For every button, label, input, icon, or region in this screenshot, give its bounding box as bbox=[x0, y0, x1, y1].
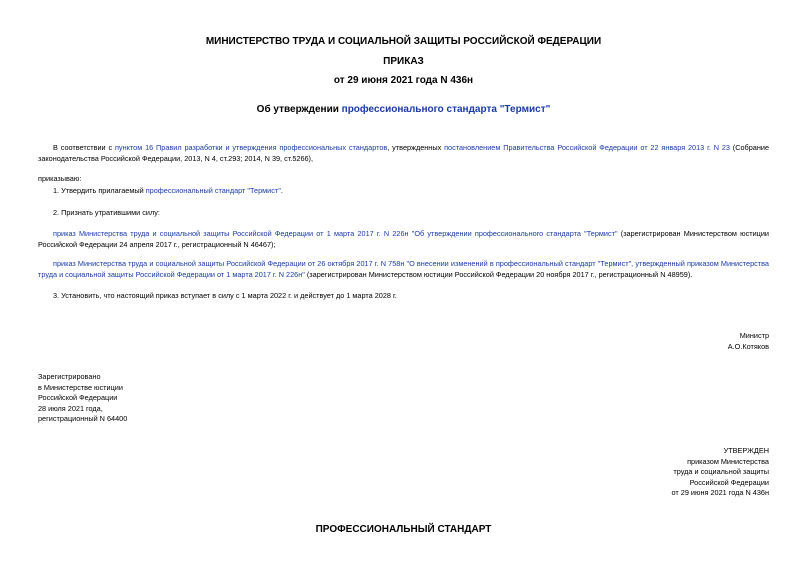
approved-line: приказом Министерства bbox=[687, 456, 769, 466]
subject-prefix: Об утверждении bbox=[256, 104, 342, 115]
order-subject bbox=[0, 104, 807, 115]
standard-link[interactable]: профессиональный стандарт "Термист" bbox=[145, 186, 281, 195]
item-1-end: . bbox=[280, 186, 283, 195]
registration-line: Зарегистрировано bbox=[38, 372, 101, 381]
ministry-heading: МИНИСТЕРСТВО ТРУДА И СОЦИАЛЬНОЙ ЗАЩИТЫ РОССИЙСКОЙ ФЕДЕРАЦИИ bbox=[205, 36, 602, 47]
item-1 bbox=[38, 185, 769, 196]
preamble-paragraph bbox=[38, 142, 769, 164]
signature-block bbox=[728, 331, 769, 352]
subject-link[interactable]: профессионального стандарта "Термист" bbox=[341, 104, 551, 115]
standard-title: ПРОФЕССИОНАЛЬНЫЙ СТАНДАРТ bbox=[315, 524, 492, 535]
approved-line: труда и социальной защиты bbox=[673, 467, 769, 476]
item-2a bbox=[38, 228, 769, 250]
order-word: приказываю: bbox=[38, 174, 82, 183]
item-2a-text: (зарегистрирован Министерством юстиции Российской Федерации 24 апреля 2017 г., регистрационный N 46467); bbox=[38, 229, 769, 249]
government-decree-link[interactable]: постановлением Правительства Российской Федерации от 22 января 2013 г. N 23 bbox=[444, 143, 730, 152]
approved-line: УТВЕРЖДЕН bbox=[723, 446, 769, 455]
item-2b bbox=[38, 258, 769, 280]
approved-block bbox=[672, 446, 769, 499]
registration-line: в Министерстве юстиции bbox=[38, 382, 123, 392]
registration-line: Российской Федерации bbox=[38, 393, 118, 402]
order-date-number: от 29 июня 2021 года N 436н bbox=[333, 75, 474, 86]
registration-line: регистрационный N 64400 bbox=[38, 414, 128, 423]
registration-line: 28 июля 2021 года, bbox=[38, 403, 103, 413]
signature-position: Министр bbox=[739, 331, 769, 340]
rules-link[interactable]: пунктом 16 Правил разработки и утверждения профессиональных стандартов bbox=[114, 143, 388, 152]
registration-block bbox=[38, 372, 127, 425]
preamble-text-2: , утвержденных bbox=[387, 143, 445, 152]
order-226n-link[interactable]: приказ Министерства труда и социальной защиты Российской Федерации от 1 марта 2017 г. N 226н "Об утверждении профессионального стандарта "Термист" bbox=[53, 229, 618, 238]
approved-line: от 29 июня 2021 года N 436н bbox=[671, 488, 769, 497]
preamble-text-1: В соответствии с bbox=[53, 143, 115, 152]
item-1-text: 1. Утвердить прилагаемый bbox=[53, 186, 146, 195]
approved-line: Российской Федерации bbox=[689, 477, 769, 487]
item-2b-text: (зарегистрирован Министерством юстиции Российской Федерации 20 ноября 2017 г., регистрационный N 48959). bbox=[304, 270, 693, 279]
item-2: 2. Признать утратившими силу: bbox=[53, 208, 160, 217]
order-758n-link[interactable]: приказ Министерства труда и социальной защиты Российской Федерации от 26 октября 2017 г. N 758н "О внесении изменений в профессиональный стандарт "Термист", утвержденный приказом Министерства труда и социальной защиты Российской Федерации от 1 марта 2017 г. N 226н" bbox=[38, 259, 769, 279]
item-3: 3. Установить, что настоящий приказ вступает в силу с 1 марта 2022 г. и действует до 1 марта 2028 г. bbox=[53, 291, 397, 300]
signature-name: А.О.Котяков bbox=[727, 341, 769, 351]
preamble-text-3: (Собрание законодательства Российской Федерации, 2013, N 4, ст.293; 2014, N 39, ст.5266), bbox=[38, 143, 770, 163]
doc-type-heading: ПРИКАЗ bbox=[383, 56, 424, 67]
